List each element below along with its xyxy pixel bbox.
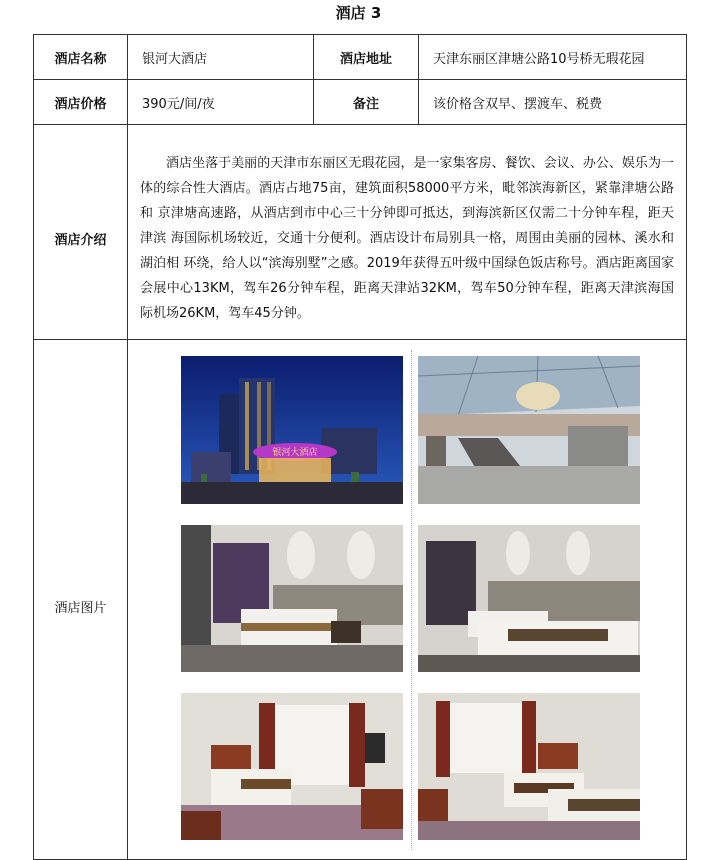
hotel-address-label: 酒店地址 (314, 35, 419, 80)
photo-hotel-lobby (418, 356, 640, 504)
photo-twin-room-4 (418, 693, 640, 840)
photo-divider (411, 350, 412, 850)
hotel-intro-paragraph: 酒店坐落于美丽的天津市东丽区无瑕花园，是一家集客房、餐饮、会议、办公、娱乐为一 体的综合性大酒店。酒店占地75亩，建筑面积58000平方米，毗邻滨海新区，紧靠津塘公路和 京津塘高速路，从酒店到市中心三十分钟即可抵达，到海滨新区仅需二十分钟车程，距天津滨 海国际机场较近，交通十分便利。酒店设计布局别具一格，周围由美丽的园林、溪水和湖泊相 环绕，给人以“滨海别墅”之感。2019年获得五叶级中国绿色饭店称号。酒店距离国家会展中心13KM，驾车26分钟车程，距离天津站32KM，驾车50分钟车程，距离天津滨海国际机场26KM，驾车45分钟。 (140, 155, 674, 321)
hotel-info-table (33, 34, 687, 860)
photo-twin-room-3 (181, 693, 403, 840)
photo-grid (128, 342, 686, 857)
photo-twin-room-2 (418, 525, 640, 672)
row-price-remark (34, 80, 687, 125)
hotel-address-value: 天津东丽区津塘公路10号桥无瑕花园 (419, 35, 687, 80)
row-intro (34, 125, 687, 340)
exterior-sign-text: 银河大酒店 (272, 448, 318, 458)
photo-hotel-exterior (181, 356, 403, 504)
remark-label: 备注 (314, 80, 419, 125)
hotel-price-label: 酒店价格 (34, 80, 128, 125)
hotel-intro-label: 酒店介绍 (34, 125, 128, 340)
hotel-name-value: 银河大酒店 (128, 35, 314, 80)
hotel-photos-cell (128, 340, 687, 860)
row-name-address (34, 35, 687, 80)
hotel-name-label: 酒店名称 (34, 35, 128, 80)
row-photos (34, 340, 687, 860)
photo-twin-room-1 (181, 525, 403, 672)
hotel-intro-text (128, 125, 687, 340)
remark-value: 该价格含双早、摆渡车、税费 (419, 80, 687, 125)
hotel-photos-label: 酒店图片 (34, 340, 128, 860)
page-title: 酒店 3 (335, 4, 382, 22)
hotel-price-value: 390元/间/夜 (128, 80, 314, 125)
